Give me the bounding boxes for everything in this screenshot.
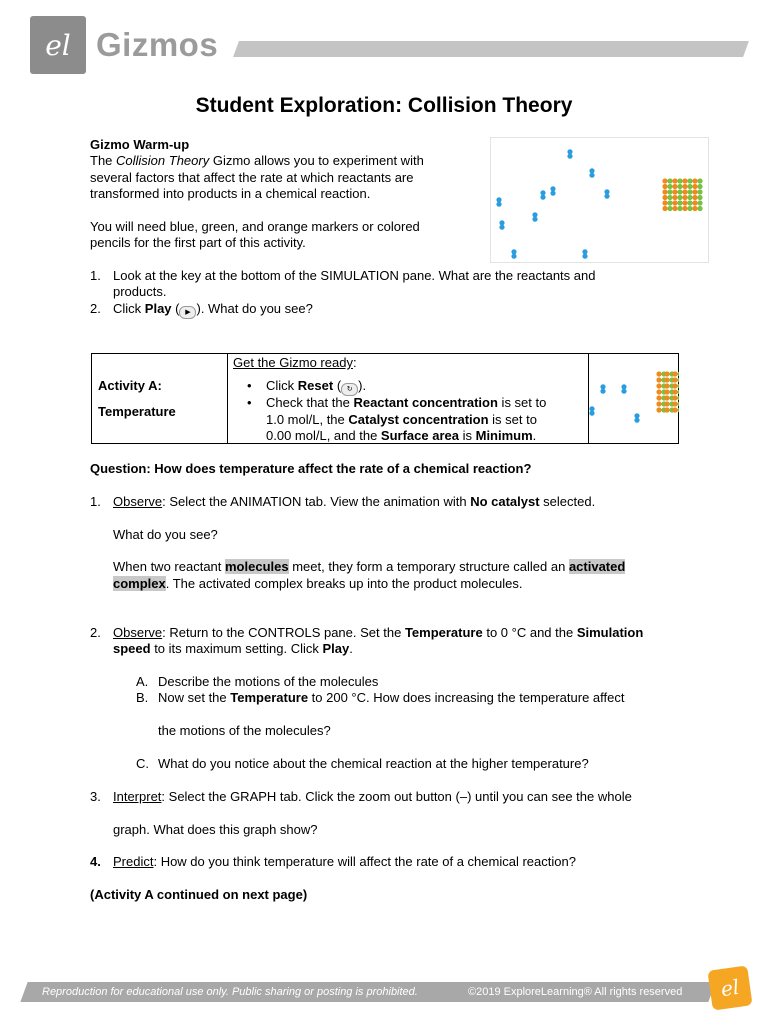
- get-ready-heading: Get the Gizmo ready:: [233, 355, 357, 370]
- warmup-p1-line2: several factors that affect the rate at which reactants are: [90, 170, 414, 185]
- product-molecule: [697, 195, 702, 200]
- reactant-molecule: [589, 173, 594, 178]
- reactant-molecule: [621, 389, 626, 394]
- product-molecule: [687, 184, 692, 189]
- product-molecule: [662, 206, 667, 211]
- product-molecule: [677, 189, 682, 194]
- item2-line1: Observe: Return to the CONTROLS pane. Set the Temperature to 0 °C and the Simulation: [113, 625, 644, 640]
- product-molecule: [687, 178, 692, 183]
- header-bar: [233, 41, 749, 57]
- product-molecule: [672, 395, 677, 400]
- simulation-molecules: [491, 138, 708, 262]
- question-heading: Question: How does temperature affect the rate of a chemical reaction?: [90, 461, 532, 476]
- product-molecule: [672, 389, 677, 394]
- product-molecule: [692, 178, 697, 183]
- product-molecule: [697, 184, 702, 189]
- warmup-p2-line1: You will need blue, green, and orange markers or colored: [90, 219, 420, 234]
- footer-copyright: ©2019 ExploreLearning® All rights reserved: [468, 986, 683, 998]
- warmup-p2-line2: pencils for the first part of this activity.: [90, 235, 306, 250]
- product-molecule: [677, 371, 679, 376]
- item1-number: 1.: [90, 494, 101, 509]
- product-molecule: [677, 377, 679, 382]
- product-molecule: [677, 195, 682, 200]
- product-molecule: [667, 178, 672, 183]
- product-molecule: [662, 178, 667, 183]
- footer-logo: el: [707, 965, 752, 1010]
- item3-line1: Interpret: Select the GRAPH tab. Click the zoom out button (–) until you can see the whole: [113, 789, 632, 804]
- item2-number: 2.: [90, 625, 101, 640]
- activity-topic: Temperature: [98, 404, 176, 419]
- product-molecule: [672, 178, 677, 183]
- item1-answer-line2: complex. The activated complex breaks up into the product molecules.: [113, 576, 523, 591]
- product-molecule: [664, 401, 669, 406]
- product-molecule: [667, 195, 672, 200]
- product-molecule: [697, 206, 702, 211]
- simulation-image: [490, 137, 709, 263]
- product-molecule: [677, 395, 679, 400]
- bullet-check-line1: Check that the Reactant concentration is set to: [266, 395, 547, 410]
- product-molecule: [656, 383, 661, 388]
- product-molecule: [672, 206, 677, 211]
- product-molecule: [656, 371, 661, 376]
- reactant-molecule: [567, 154, 572, 159]
- product-molecule: [672, 200, 677, 205]
- play-button-icon: ▶: [179, 306, 196, 319]
- product-molecule: [667, 200, 672, 205]
- reactant-molecule: [634, 418, 639, 423]
- product-molecule: [692, 195, 697, 200]
- product-molecule: [677, 200, 682, 205]
- product-molecule: [664, 377, 669, 382]
- product-molecule: [682, 206, 687, 211]
- product-molecule: [664, 371, 669, 376]
- product-molecule: [662, 195, 667, 200]
- q2-line: Click Play ( ▶ ). What do you see?: [113, 301, 313, 319]
- product-molecule: [672, 377, 677, 382]
- reactant-molecule: [589, 411, 594, 416]
- reactant-molecule: [496, 202, 501, 207]
- product-molecule: [687, 195, 692, 200]
- product-molecule: [692, 206, 697, 211]
- subitem-c-label: C.: [136, 756, 149, 771]
- reactant-molecule: [582, 254, 587, 259]
- bullet-icon: •: [247, 395, 252, 410]
- warmup-p1-line3: transformed into products in a chemical reaction.: [90, 186, 371, 201]
- reactant-molecule: [604, 194, 609, 199]
- product-molecule: [664, 389, 669, 394]
- product-molecule: [682, 200, 687, 205]
- subitem-a-label: A.: [136, 674, 149, 689]
- item3-line2: graph. What does this graph show?: [113, 822, 318, 837]
- bullet-check-line3: 0.00 mol/L, and the Surface area is Minimum.: [266, 428, 537, 443]
- bullet-check-line2: 1.0 mol/L, the Catalyst concentration is set to: [266, 412, 537, 427]
- item4-number: 4.: [90, 854, 101, 869]
- activity-table: [91, 353, 679, 444]
- product-molecule: [677, 407, 679, 412]
- item2-line2: speed to its maximum setting. Click Play.: [113, 641, 353, 656]
- product-molecule: [687, 206, 692, 211]
- reactant-molecule: [499, 225, 504, 230]
- item1-line: Observe: Select the ANIMATION tab. View the animation with No catalyst selected.: [113, 494, 596, 509]
- product-molecule: [656, 395, 661, 400]
- reactant-molecule: [511, 254, 516, 259]
- product-molecule: [697, 178, 702, 183]
- table-divider: [227, 354, 228, 443]
- product-molecule: [667, 184, 672, 189]
- product-molecule: [672, 184, 677, 189]
- product-molecule: [672, 195, 677, 200]
- product-molecule: [677, 389, 679, 394]
- product-molecule: [692, 189, 697, 194]
- bullet-icon: •: [247, 378, 252, 393]
- footer-disclaimer: Reproduction for educational use only. Public sharing or posting is prohibited.: [42, 986, 418, 998]
- product-molecule: [672, 371, 677, 376]
- page-title: Student Exploration: Collision Theory: [195, 94, 573, 117]
- product-molecule: [687, 200, 692, 205]
- product-molecule: [662, 184, 667, 189]
- product-molecule: [664, 383, 669, 388]
- reactant-molecule: [550, 191, 555, 196]
- explorelearning-logo: el: [30, 16, 86, 74]
- product-molecule: [677, 206, 682, 211]
- bullet-reset: Click Reset ( ↻ ).: [266, 378, 366, 396]
- product-molecule: [664, 395, 669, 400]
- product-molecule: [677, 401, 679, 406]
- product-molecule: [682, 178, 687, 183]
- q1-number: 1.: [90, 268, 101, 283]
- reactant-molecule: [540, 195, 545, 200]
- reactant-molecule: [600, 389, 605, 394]
- continued-note: (Activity A continued on next page): [90, 887, 308, 902]
- product-molecule: [664, 407, 669, 412]
- subitem-b-line2: the motions of the molecules?: [158, 723, 331, 738]
- product-molecule: [697, 189, 702, 194]
- q1-line2: products.: [113, 284, 167, 299]
- product-molecule: [662, 189, 667, 194]
- q2-number: 2.: [90, 301, 101, 316]
- product-molecule: [697, 200, 702, 205]
- product-molecule: [672, 401, 677, 406]
- product-molecule: [682, 189, 687, 194]
- reset-button-icon: ↻: [341, 383, 358, 396]
- product-molecule: [687, 189, 692, 194]
- product-molecule: [656, 389, 661, 394]
- item3-number: 3.: [90, 789, 101, 804]
- product-molecule: [672, 189, 677, 194]
- product-molecule: [667, 206, 672, 211]
- gizmos-brand: Gizmos: [96, 26, 219, 63]
- item1-question: What do you see?: [113, 527, 218, 542]
- product-molecule: [656, 407, 661, 412]
- product-molecule: [677, 178, 682, 183]
- product-molecule: [656, 401, 661, 406]
- product-molecule: [656, 377, 661, 382]
- product-molecule: [667, 189, 672, 194]
- product-molecule: [682, 195, 687, 200]
- product-molecule: [672, 407, 677, 412]
- product-molecule: [692, 200, 697, 205]
- item1-answer-line1: When two reactant molecules meet, they form a temporary structure called an activated: [113, 559, 626, 574]
- subitem-b-line1: Now set the Temperature to 200 °C. How does increasing the temperature affect: [158, 690, 625, 705]
- product-molecule: [692, 184, 697, 189]
- item4-line: Predict: How do you think temperature will affect the rate of a chemical reaction?: [113, 854, 576, 869]
- subitem-c-text: What do you notice about the chemical reaction at the higher temperature?: [158, 756, 589, 771]
- subitem-a-text: Describe the motions of the molecules: [158, 674, 379, 689]
- warmup-p1-line1: The Collision Theory Gizmo allows you to experiment with: [90, 153, 424, 168]
- product-molecule: [662, 200, 667, 205]
- activity-label: Activity A:: [98, 378, 162, 393]
- reactant-molecule: [532, 217, 537, 222]
- q1-line1: Look at the key at the bottom of the SIMULATION pane. What are the reactants and: [113, 268, 596, 283]
- subitem-b-label: B.: [136, 690, 149, 705]
- product-molecule: [677, 383, 679, 388]
- activity-simulation-image: [589, 354, 679, 443]
- warmup-heading: Gizmo Warm-up: [90, 137, 190, 152]
- product-molecule: [677, 184, 682, 189]
- product-molecule: [672, 383, 677, 388]
- product-molecule: [682, 184, 687, 189]
